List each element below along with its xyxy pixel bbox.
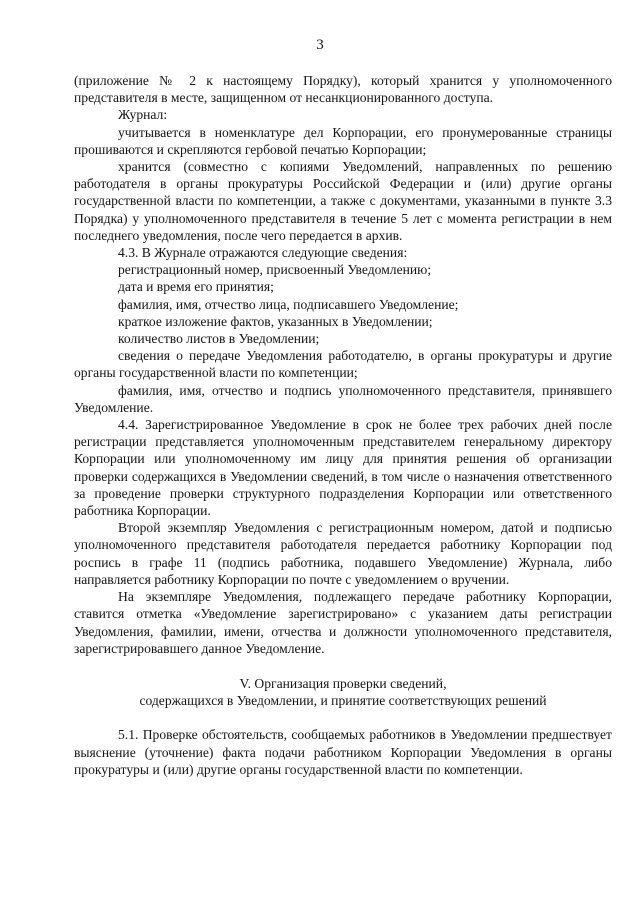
list-item-signer-name: фамилия, имя, отчество лица, подписавшего Уведомление; <box>118 296 459 312</box>
list-item-transfer-info: сведения о передаче Уведомления работодателю, в органы прокуратуры и другие органы государственной власти по компетенции; <box>74 348 612 381</box>
section-spacer <box>74 709 612 726</box>
paragraph-5-1: 5.1. Проверке обстоятельств, сообщаемых работников в Уведомлении предшествует выяснение (уточнение) факта подачи работником Корпорации Уведомления в органы прокуратуры и (или) другие органы государственной власти по компетенции. <box>74 727 612 777</box>
paragraph-registration-mark: На экземпляре Уведомления, подлежащего передаче работнику Корпорации, ставится отметка «Уведомление зарегистрировано» с указанием даты регистрации Уведомления, фамилии, имени, отчества и должности уполномоченного представителя, зарегистрировавшего данное Уведомление. <box>74 589 612 656</box>
section-title-line-2: содержащихся в Уведомлении, и принятие соответствующих решений <box>139 693 547 709</box>
list-item-representative: фамилия, имя, отчество и подпись уполномоченного представителя, принявшего Уведомление. <box>74 382 612 415</box>
page-number: 3 <box>316 37 324 53</box>
paragraph-journal-registry: учитывается в номенклатуре дел Корпорации, его пронумерованные страницы прошиваются и скрепляются гербовой печатью Корпорации; <box>74 124 612 157</box>
document-body <box>74 72 612 778</box>
paragraph-4-4: 4.4. Зарегистрированное Уведомление в срок не более трех рабочих дней после регистрации представляется уполномоченным представителем генеральному директору Корпорации или уполномоченному им лицу для принятия решения об организации проверки содержащихся в Уведомлении сведений, в том числе о назначения ответственного за проведение проверки структурного подразделения Корпорации или ответственного работника Корпорации. <box>74 417 612 519</box>
section-title-line-1: V. Организация проверки сведений, <box>239 675 447 691</box>
section-spacer <box>74 657 612 675</box>
paragraph-journal-intro: Журнал: <box>118 107 168 123</box>
list-item-facts-summary: краткое изложение фактов, указанных в Уведомлении; <box>118 313 433 329</box>
list-item-sheet-count: количество листов в Уведомлении; <box>118 331 320 347</box>
paragraph-second-copy: Второй экземпляр Уведомления с регистрационным номером, датой и подписью уполномоченного представителя работодателя передается работнику Корпорации под роспись в графе 11 (подпись работника, подавшего Уведомление) Журнала, либо направляется работнику Корпорации по почте с уведомлением о вручении. <box>74 520 612 587</box>
list-item-date-time: дата и время его принятия; <box>118 279 274 295</box>
paragraph-appendix-ref: (приложение № 2 к настоящему Порядку), который хранится у уполномоченного представителя в месте, защищенном от несанкционированного доступа. <box>74 73 612 106</box>
paragraph-4-3: 4.3. В Журнале отражаются следующие сведения: <box>118 245 408 261</box>
list-item-reg-number: регистрационный номер, присвоенный Уведомлению; <box>118 262 432 278</box>
paragraph-journal-storage: хранится (совместно с копиями Уведомлений, направленных по решению работодателя в органы прокуратуры Российской Федерации и (или) другие органы государственной власти по компетенции, а также с документами, указанными в пункте 3.3 Порядка) у уполномоченного представителя в течение 5 лет с момента регистрации в нем последнего уведомления, после чего передается в архив. <box>74 159 612 243</box>
